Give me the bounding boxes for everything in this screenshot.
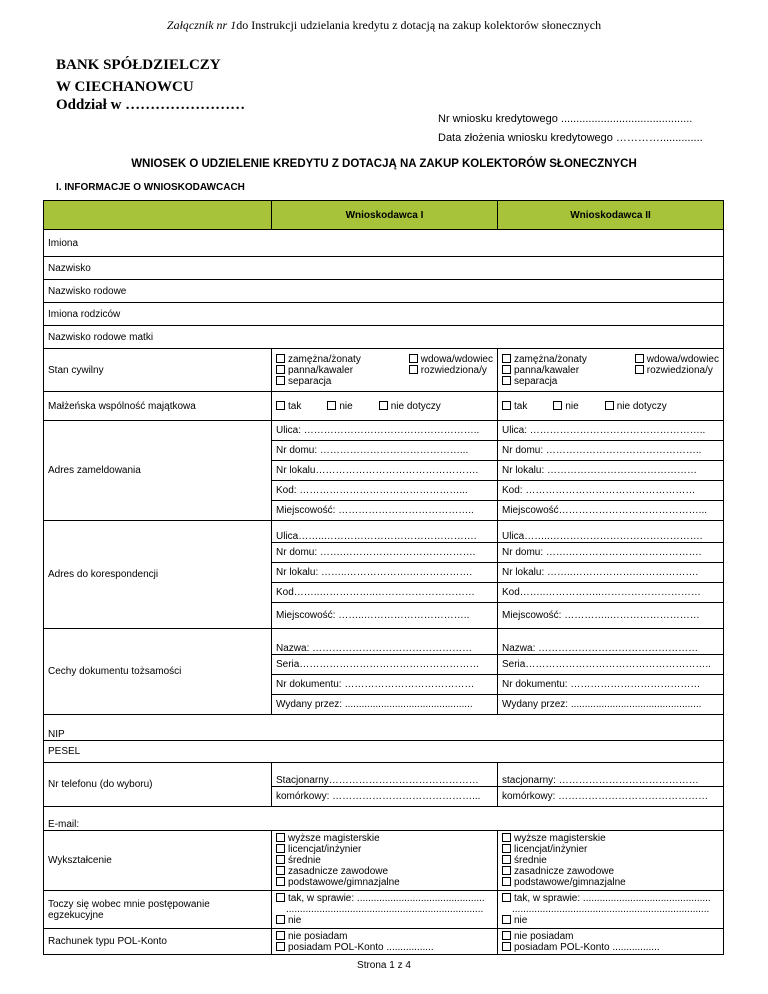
field[interactable]: Kod……..……………..………………………… [272,583,498,603]
field[interactable]: Nazwa: ………………………………………… [272,629,498,655]
row-label-email: E-mail: [44,807,724,831]
checkbox[interactable] [553,401,562,410]
row-label-pesel: PESEL [44,741,724,763]
page-title: WNIOSEK O UDZIELENIE KREDYTU Z DOTACJĄ NA ZAKUP KOLEKTORÓW SŁONECZNYCH [131,158,637,170]
field[interactable]: Miejscowość……………………………………... [498,501,724,521]
checkbox[interactable] [502,866,511,875]
bank-branch: Oddział w …………………… [56,97,246,113]
field[interactable]: stacjonarny: …………………………………… [498,763,724,787]
header-text: do Instrukcji udzielania kredytu z dotacją na zakup kolektorów słonecznych [236,18,602,32]
table-row [44,929,724,955]
table-row [44,891,724,929]
row-label-dokument: Cechy dokumentu tożsamości [44,629,272,715]
table-row [44,326,724,349]
row-label-stan: Stan cywilny [44,349,272,392]
field[interactable]: komórkowy: ……………………………………... [272,787,498,807]
section-title: I. INFORMACJE O WNIOSKODAWCACH [56,182,245,193]
field[interactable]: Kod……..……………..………………………… [498,583,724,603]
field[interactable]: Nr domu: ……………………………………... [272,441,498,461]
checkbox[interactable] [276,866,285,875]
checkbox[interactable] [502,365,511,374]
checkbox[interactable] [502,844,511,853]
table-row [44,421,724,441]
checkbox[interactable] [502,401,511,410]
bank-block [56,56,245,114]
wspolnosc-applicant-2: tak nie nie dotyczy [498,392,724,421]
checkbox[interactable] [276,376,285,385]
checkbox[interactable] [276,365,285,374]
checkbox[interactable] [276,401,285,410]
field[interactable]: Wydany przez: .............................................. [272,695,498,715]
row-label-adres-kor: Adres do korespondencji [44,521,272,629]
checkbox[interactable] [276,855,285,864]
checkbox[interactable] [276,833,285,842]
row-label-telefon: Nr telefonu (do wyboru) [44,763,272,807]
table-row [44,257,724,280]
field[interactable]: Kod: …………………………………………... [272,481,498,501]
attachment-label: Załącznik nr 1 [166,18,237,32]
field[interactable]: Miejscowość: …………..……………………… [498,603,724,629]
checkbox[interactable] [502,893,511,902]
checkbox[interactable] [502,915,511,924]
checkbox[interactable] [276,942,285,951]
page-header [0,18,768,33]
table-row [44,230,724,257]
table-row [44,349,724,392]
field[interactable]: Nr domu: …….…………………………………. [498,543,724,563]
field[interactable]: Nr dokumentu: ………………………………… [272,675,498,695]
rachunek-applicant-1: nie posiadam posiadam POL-Konto ................. [272,929,498,955]
table-row [44,807,724,831]
checkbox[interactable] [276,354,285,363]
checkbox[interactable] [502,855,511,864]
bank-name: BANK SPÓŁDZIELCZY [56,57,221,73]
checkbox[interactable] [409,354,418,363]
field[interactable]: Nr lokalu…………………………………………. [272,461,498,481]
field[interactable]: Ulica……..………………………………………. [498,521,724,543]
checkbox[interactable] [327,401,336,410]
applicant-1-header: Wnioskodawca I [272,201,498,230]
page-number: Strona 1 z 4 [357,960,411,971]
checkbox[interactable] [502,931,511,940]
field[interactable]: Nr domu: ……………………………………….. [498,441,724,461]
field[interactable]: Ulica: …………………………………………….. [498,421,724,441]
field[interactable]: Nr lokalu: ……..……………….………………. [272,563,498,583]
bank-location: W CIECHANOWCU [56,79,194,95]
row-label-adres-zam: Adres zameldowania [44,421,272,521]
header-blank [44,201,272,230]
checkbox[interactable] [502,942,511,951]
checkbox[interactable] [276,893,285,902]
checkbox[interactable] [379,401,388,410]
field[interactable]: Wydany przez: ............................................... [498,695,724,715]
table-header [44,201,724,230]
table-row [44,303,724,326]
checkbox[interactable] [605,401,614,410]
checkbox[interactable] [276,844,285,853]
field[interactable]: Miejscowość: ………………………………….. [272,501,498,521]
checkbox[interactable] [502,877,511,886]
checkbox[interactable] [502,833,511,842]
wyksztalcenie-applicant-1: wyższe magisterskie licencjat/inżynier średnie zasadnicze zawodowe podstawowe/gimnazjalne [272,831,498,891]
wyksztalcenie-applicant-2: wyższe magisterskie licencjat/inżynier średnie zasadnicze zawodowe podstawowe/gimnazjalne [498,831,724,891]
wspolnosc-applicant-1: tak nie nie dotyczy [272,392,498,421]
applicants-table [43,200,724,955]
table-row [44,831,724,891]
checkbox[interactable] [635,365,644,374]
row-label-nazwisko: Nazwisko [44,257,724,280]
application-date: Data złożenia wniosku kredytowego ………….............. [438,132,703,144]
table-row [44,521,724,543]
row-label-wyksztalcenie: Wykształcenie [44,831,272,891]
checkbox[interactable] [409,365,418,374]
table-row [44,280,724,303]
table-row [44,763,724,787]
field[interactable]: Miejscowość: ……..………………………….. [272,603,498,629]
applicant-2-header: Wnioskodawca II [498,201,724,230]
checkbox[interactable] [276,915,285,924]
row-label-nip: NIP [44,715,724,741]
field[interactable]: Seria……………………………………………….. [498,655,724,675]
field[interactable]: Ulica……..………………………………………. [272,521,498,543]
row-label-nazwisko-rodowe: Nazwisko rodowe [44,280,724,303]
egzekucja-applicant-2: tak, w sprawie: .............................................. ....................................................................... nie [498,891,724,929]
field[interactable]: komórkowy: ……………………………………… [498,787,724,807]
checkbox[interactable] [276,877,285,886]
checkbox[interactable] [635,354,644,363]
field[interactable]: Kod: …………………………………………… [498,481,724,501]
checkbox[interactable] [502,376,511,385]
checkbox[interactable] [276,931,285,940]
egzekucja-applicant-1: tak, w sprawie: .............................................. ....................................................................... nie [272,891,498,929]
table-row [44,629,724,655]
field[interactable]: Nr domu: …….…………………………………. [272,543,498,563]
row-label-egzekucja: Toczy się wobec mnie postępowanie egzekucyjne [44,891,272,929]
row-label-wspolnosc: Małżeńska wspólność majątkowa [44,392,272,421]
row-label-nazwisko-matki: Nazwisko rodowe matki [44,326,724,349]
stan-applicant-1: zamężna/żonaty panna/kawaler separacja wdowa/wdowiec rozwiedziona/y [272,349,498,392]
row-label-imiona: Imiona [44,230,724,257]
stan-applicant-2: zamężna/żonaty panna/kawaler separacja wdowa/wdowiec rozwiedziona/y [498,349,724,392]
field[interactable]: Stacjonarny……………………………………… [272,763,498,787]
field[interactable]: Nr lokalu: ……………………………………… [498,461,724,481]
field[interactable]: Nr dokumentu: ………………………………… [498,675,724,695]
field[interactable]: Seria……………………………………………… [272,655,498,675]
rachunek-applicant-2: nie posiadam posiadam POL-Konto ................. [498,929,724,955]
row-label-rachunek: Rachunek typu POL-Konto [44,929,272,955]
row-label-imiona-rodzicow: Imiona rodziców [44,303,724,326]
field[interactable]: Nr lokalu: ……..……………….………………. [498,563,724,583]
table-row [44,715,724,741]
checkbox[interactable] [502,354,511,363]
field[interactable]: Nazwa: ………………………………………… [498,629,724,655]
application-number: Nr wniosku kredytowego ........................................... [438,113,693,125]
table-row [44,392,724,421]
field[interactable]: Ulica: …………………………………………….. [272,421,498,441]
table-row [44,741,724,763]
